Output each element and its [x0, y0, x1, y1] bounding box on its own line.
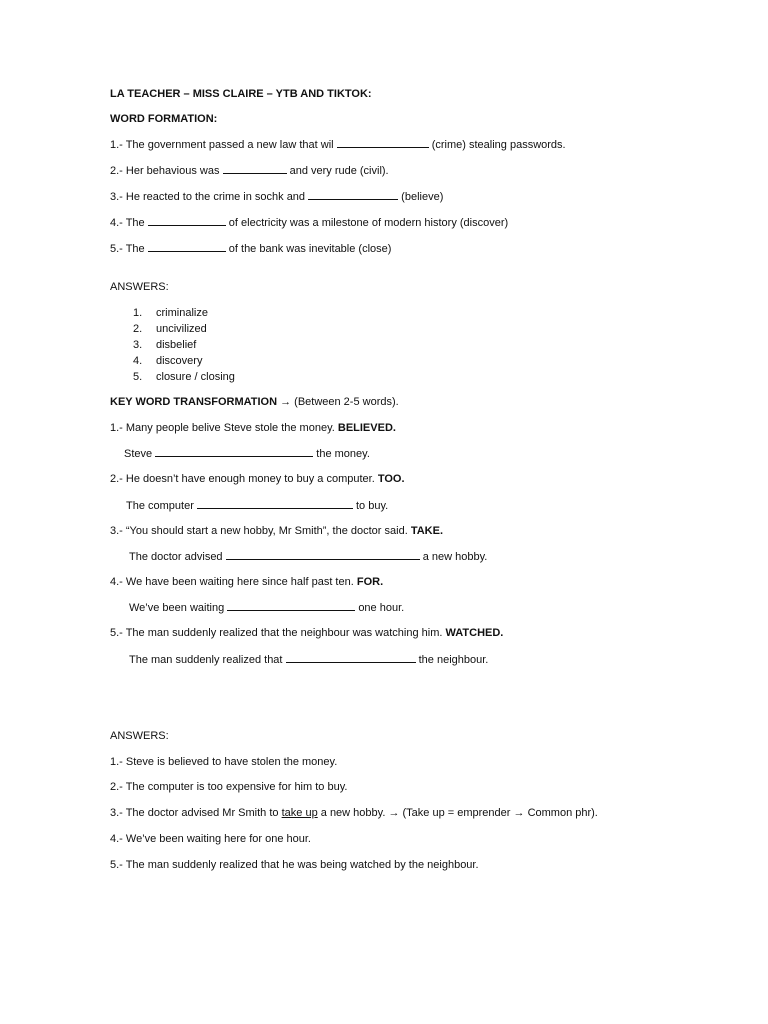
kwt-question-3: 3.- “You should start a new hobby, Mr Smith”, the doctor said. TAKE.	[110, 525, 444, 537]
document-title: LA TEACHER – MISS CLAIRE – YTB AND TIKTOK:	[110, 88, 372, 100]
kwt-prompt-1: Steve the money.	[124, 448, 370, 460]
underlined-phrase: take up	[281, 807, 318, 819]
wf-blank-3	[308, 189, 398, 200]
kwt-heading: KEY WORD TRANSFORMATION → (Between 2-5 words).	[110, 396, 399, 408]
kwt-prompt-2: The computer to buy.	[126, 500, 389, 512]
kwt-blank-5	[286, 652, 416, 663]
list-item-number: 3.	[133, 339, 143, 351]
list-item-number: 5.	[133, 371, 143, 383]
word-formation-heading: WORD FORMATION:	[110, 113, 218, 125]
wf-blank-5	[148, 241, 226, 252]
wf-blank-4	[148, 215, 226, 226]
arrow-icon: →	[513, 807, 525, 819]
kwt-prompt-5: The man suddenly realized that the neighbour.	[129, 654, 489, 666]
kwt-blank-2	[197, 498, 353, 509]
list-item: closure / closing	[156, 371, 235, 383]
list-item-number: 2.	[133, 323, 143, 335]
wf-answers-heading: ANSWERS:	[110, 281, 169, 293]
kwt-question-2: 2.- He doesn’t have enough money to buy a computer. TOO.	[110, 473, 405, 485]
kwt-question-1: 1.- Many people belive Steve stole the money. BELIEVED.	[110, 422, 396, 434]
kwt-answers-heading: ANSWERS:	[110, 730, 169, 742]
list-item: disbelief	[156, 339, 197, 351]
kwt-blank-3	[226, 549, 420, 560]
list-item-number: 4.	[133, 355, 143, 367]
list-item: discovery	[156, 355, 203, 367]
wf-blank-1	[337, 137, 429, 148]
kwt-prompt-3: The doctor advised a new hobby.	[129, 551, 488, 563]
wf-question-1: 1.- The government passed a new law that wil (crime) stealing passwords.	[110, 139, 566, 151]
wf-question-2: 2.- Her behavious was and very rude (civil).	[110, 165, 389, 177]
wf-question-3: 3.- He reacted to the crime in sochk and (believe)	[110, 191, 444, 203]
kwt-answer-2: 2.- The computer is too expensive for him to buy.	[110, 781, 348, 793]
wf-question-4: 4.- The of electricity was a milestone of modern history (discover)	[110, 217, 509, 229]
arrow-icon: →	[280, 396, 292, 408]
list-item: criminalize	[156, 307, 208, 319]
kwt-answer-4: 4.- We’ve been waiting here for one hour.	[110, 833, 311, 845]
kwt-answer-5: 5.- The man suddenly realized that he was being watched by the neighbour.	[110, 859, 479, 871]
wf-question-5: 5.- The of the bank was inevitable (close)	[110, 243, 392, 255]
kwt-blank-1	[155, 446, 313, 457]
kwt-blank-4	[227, 600, 355, 611]
list-item-number: 1.	[133, 307, 143, 319]
kwt-answer-3: 3.- The doctor advised Mr Smith to take up a new hobby. → (Take up = emprender → Common phr).	[110, 807, 598, 819]
kwt-question-5: 5.- The man suddenly realized that the neighbour was watching him. WATCHED.	[110, 627, 504, 639]
kwt-answer-1: 1.- Steve is believed to have stolen the money.	[110, 756, 338, 768]
arrow-icon: →	[388, 807, 400, 819]
kwt-prompt-4: We’ve been waiting one hour.	[129, 602, 405, 614]
list-item: uncivilized	[156, 323, 207, 335]
kwt-question-4: 4.- We have been waiting here since half past ten. FOR.	[110, 576, 384, 588]
wf-blank-2	[223, 163, 287, 174]
